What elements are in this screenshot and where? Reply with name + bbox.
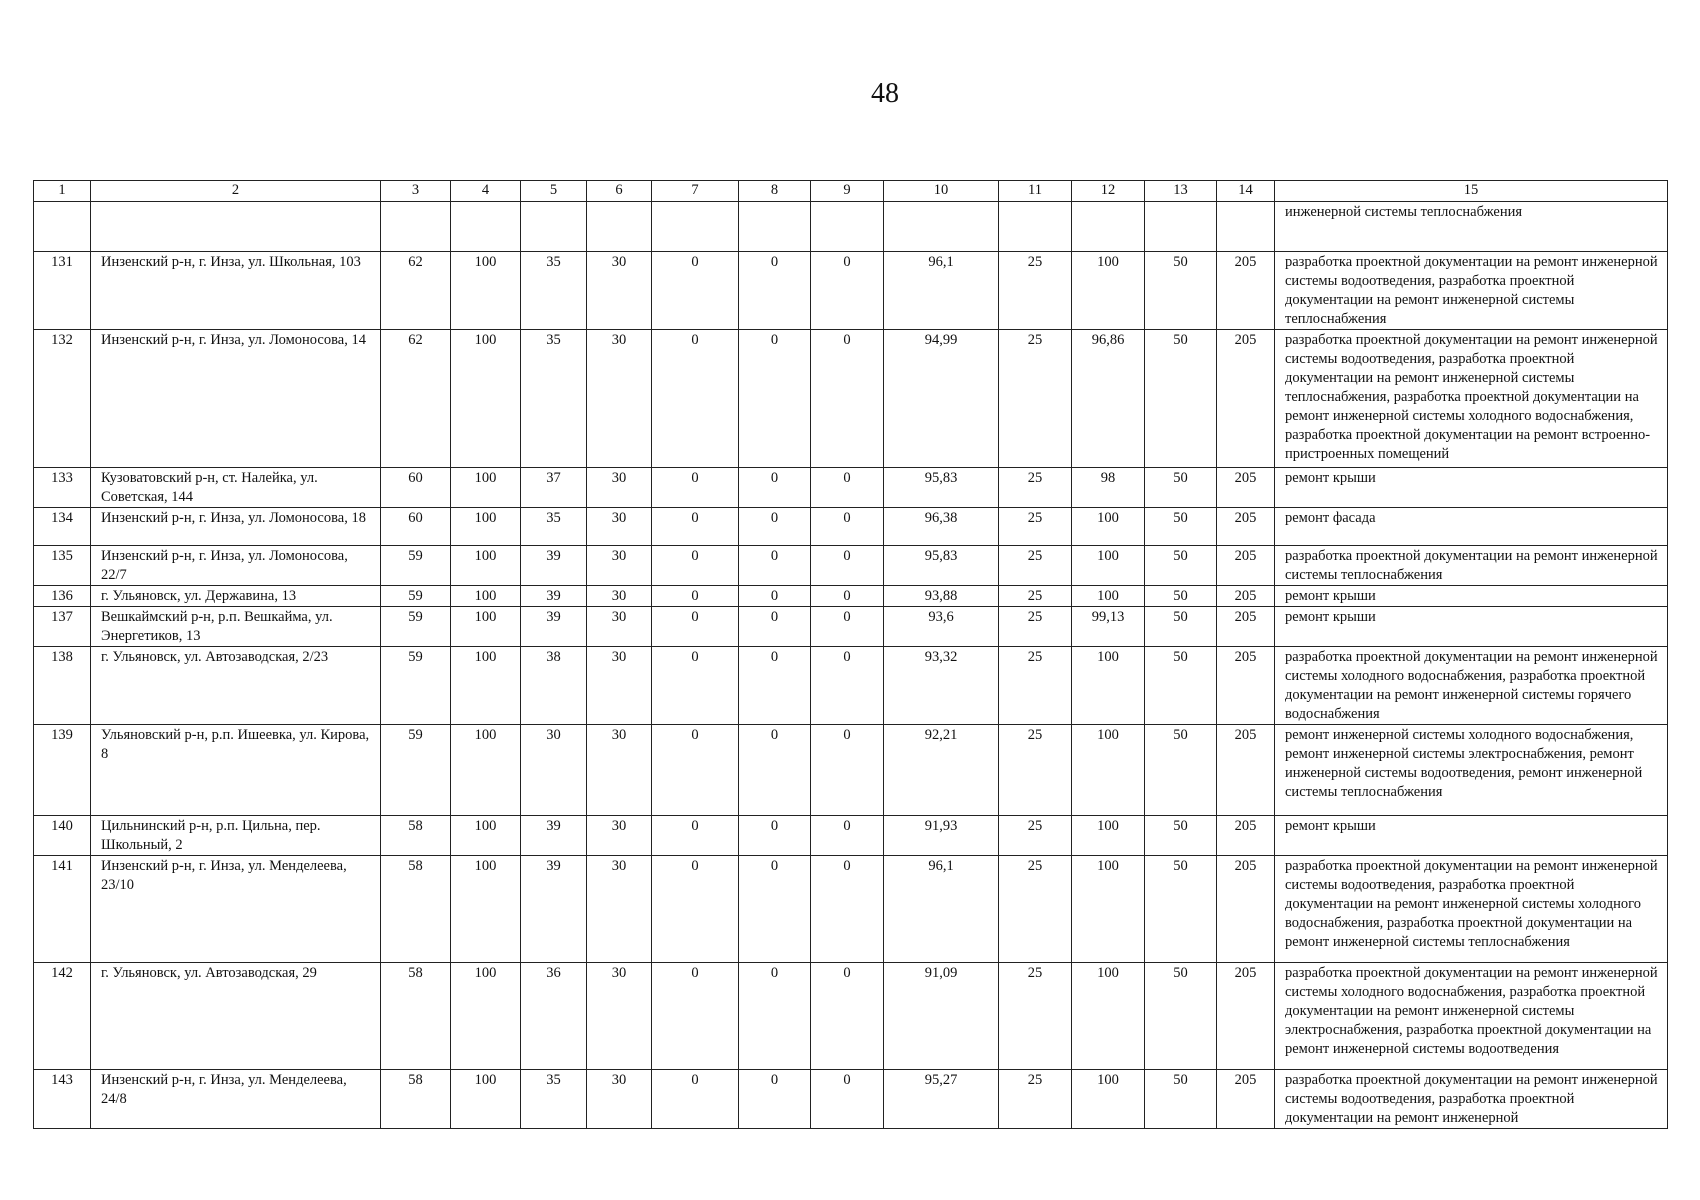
col9-cell: 0	[811, 856, 884, 963]
col3-cell: 58	[381, 856, 451, 963]
col14-cell: 205	[1217, 607, 1275, 647]
col13-cell: 50	[1145, 725, 1217, 816]
table-row	[34, 963, 1668, 1070]
row-number-cell: 143	[34, 1070, 91, 1129]
col14-cell: 205	[1217, 725, 1275, 816]
row-number-cell: 132	[34, 330, 91, 468]
col3-cell: 59	[381, 647, 451, 725]
address-cell: Цильнинский р-н, р.п. Цильна, пер. Школьный, 2	[91, 816, 381, 856]
col9-cell: 0	[811, 1070, 884, 1129]
col3-cell: 62	[381, 252, 451, 330]
col5-cell: 39	[521, 856, 587, 963]
address-cell: Инзенский р-н, г. Инза, ул. Ломоносова, 14	[91, 330, 381, 468]
col7-cell: 0	[652, 546, 739, 586]
column-header: 10	[884, 181, 999, 202]
col7-cell: 0	[652, 252, 739, 330]
column-header: 7	[652, 181, 739, 202]
col12-cell: 100	[1072, 963, 1145, 1070]
table-row	[34, 586, 1668, 607]
works-cell: разработка проектной документации на ремонт инженерной системы водоотведения, разработка проектной документации на ремонт инженерной системы теплоснабжения	[1275, 252, 1668, 330]
col12-cell: 100	[1072, 508, 1145, 546]
col5-cell: 35	[521, 252, 587, 330]
col11-cell: 25	[999, 252, 1072, 330]
col13-cell: 50	[1145, 546, 1217, 586]
col10-cell: 96,1	[884, 252, 999, 330]
col3-cell: 62	[381, 330, 451, 468]
row-number-cell: 137	[34, 607, 91, 647]
col9-cell: 0	[811, 725, 884, 816]
works-cell: разработка проектной документации на ремонт инженерной системы теплоснабжения	[1275, 546, 1668, 586]
col3-cell: 60	[381, 508, 451, 546]
col14-cell: 205	[1217, 816, 1275, 856]
address-cell: г. Ульяновск, ул. Автозаводская, 29	[91, 963, 381, 1070]
row-number-cell: 131	[34, 252, 91, 330]
col8-cell: 0	[739, 252, 811, 330]
works-cell: разработка проектной документации на ремонт инженерной системы водоотведения, разработка проектной документации на ремонт инженерной системы теплоснабжения, разработка проектной документации на ремонт инженерной системы холодного водоснабжения, разработка проектной документации на ремонт встроенно-пристроенных помещений	[1275, 330, 1668, 468]
col13-cell: 50	[1145, 607, 1217, 647]
col3-cell: 58	[381, 963, 451, 1070]
row-number-cell: 140	[34, 816, 91, 856]
col13-cell: 50	[1145, 468, 1217, 508]
col5-cell: 39	[521, 607, 587, 647]
col14-cell: 205	[1217, 647, 1275, 725]
table-row	[34, 508, 1668, 546]
col12-cell: 100	[1072, 725, 1145, 816]
col5-cell: 35	[521, 330, 587, 468]
table-row	[34, 607, 1668, 647]
col10-cell: 96,38	[884, 508, 999, 546]
col4-cell: 100	[451, 607, 521, 647]
col6-cell: 30	[587, 607, 652, 647]
works-cell: ремонт инженерной системы холодного водоснабжения, ремонт инженерной системы электроснабжения, ремонт инженерной системы водоотведения, ремонт инженерной системы теплоснабжения	[1275, 725, 1668, 816]
col12-cell: 100	[1072, 252, 1145, 330]
col10-cell: 96,1	[884, 856, 999, 963]
col8-cell: 0	[739, 816, 811, 856]
table-row	[34, 816, 1668, 856]
col12-cell: 100	[1072, 1070, 1145, 1129]
col12-cell: 96,86	[1072, 330, 1145, 468]
col5-cell: 37	[521, 468, 587, 508]
col5-cell: 35	[521, 1070, 587, 1129]
col11-cell: 25	[999, 1070, 1072, 1129]
col6-cell: 30	[587, 647, 652, 725]
col9-cell: 0	[811, 963, 884, 1070]
col10-cell: 94,99	[884, 330, 999, 468]
objects-table-container	[33, 180, 1667, 1129]
table-row	[34, 725, 1668, 816]
table-row	[34, 252, 1668, 330]
address-cell: Ульяновский р-н, р.п. Ишеевка, ул. Кирова, 8	[91, 725, 381, 816]
col7-cell: 0	[652, 856, 739, 963]
address-cell: г. Ульяновск, ул. Автозаводская, 2/23	[91, 647, 381, 725]
col11-cell: 25	[999, 546, 1072, 586]
col6-cell: 30	[587, 816, 652, 856]
col3-cell: 59	[381, 586, 451, 607]
col11-cell: 25	[999, 586, 1072, 607]
col14-cell: 205	[1217, 856, 1275, 963]
column-header: 13	[1145, 181, 1217, 202]
col10-cell: 93,88	[884, 586, 999, 607]
continued-works-cell: инженерной системы теплоснабжения	[1275, 202, 1668, 252]
col9-cell: 0	[811, 330, 884, 468]
col4-cell: 100	[451, 546, 521, 586]
col12-cell: 100	[1072, 586, 1145, 607]
col13-cell: 50	[1145, 330, 1217, 468]
col7-cell: 0	[652, 330, 739, 468]
row-number-cell: 134	[34, 508, 91, 546]
col5-cell: 30	[521, 725, 587, 816]
col4-cell: 100	[451, 1070, 521, 1129]
column-header: 6	[587, 181, 652, 202]
column-header: 8	[739, 181, 811, 202]
row-number-cell: 133	[34, 468, 91, 508]
col9-cell: 0	[811, 816, 884, 856]
works-cell: ремонт крыши	[1275, 586, 1668, 607]
col6-cell: 30	[587, 546, 652, 586]
works-cell: ремонт фасада	[1275, 508, 1668, 546]
col7-cell: 0	[652, 816, 739, 856]
address-cell: г. Ульяновск, ул. Державина, 13	[91, 586, 381, 607]
col5-cell: 39	[521, 586, 587, 607]
column-header: 14	[1217, 181, 1275, 202]
column-header: 5	[521, 181, 587, 202]
col8-cell: 0	[739, 1070, 811, 1129]
col8-cell: 0	[739, 586, 811, 607]
col5-cell: 38	[521, 647, 587, 725]
col8-cell: 0	[739, 330, 811, 468]
col8-cell: 0	[739, 546, 811, 586]
col4-cell: 100	[451, 468, 521, 508]
col10-cell: 93,6	[884, 607, 999, 647]
col11-cell: 25	[999, 607, 1072, 647]
col6-cell: 30	[587, 330, 652, 468]
col11-cell: 25	[999, 330, 1072, 468]
table-row	[34, 856, 1668, 963]
col8-cell: 0	[739, 607, 811, 647]
col9-cell: 0	[811, 586, 884, 607]
col9-cell: 0	[811, 647, 884, 725]
works-cell: разработка проектной документации на ремонт инженерной системы холодного водоснабжения, разработка проектной документации на ремонт инженерной системы горячего водоснабжения	[1275, 647, 1668, 725]
col9-cell: 0	[811, 546, 884, 586]
col14-cell: 205	[1217, 508, 1275, 546]
works-cell: ремонт крыши	[1275, 816, 1668, 856]
col3-cell: 59	[381, 725, 451, 816]
col13-cell: 50	[1145, 816, 1217, 856]
col3-cell: 58	[381, 816, 451, 856]
col12-cell: 100	[1072, 816, 1145, 856]
col4-cell: 100	[451, 330, 521, 468]
page-number: 48	[871, 78, 899, 109]
col7-cell: 0	[652, 963, 739, 1070]
works-cell: ремонт крыши	[1275, 468, 1668, 508]
row-number-cell: 138	[34, 647, 91, 725]
col14-cell: 205	[1217, 546, 1275, 586]
column-header: 1	[34, 181, 91, 202]
col4-cell: 100	[451, 725, 521, 816]
column-header: 4	[451, 181, 521, 202]
col6-cell: 30	[587, 586, 652, 607]
works-cell: разработка проектной документации на ремонт инженерной системы водоотведения, разработка проектной документации на ремонт инженерной	[1275, 1070, 1668, 1129]
col7-cell: 0	[652, 586, 739, 607]
col14-cell: 205	[1217, 963, 1275, 1070]
col4-cell: 100	[451, 647, 521, 725]
col11-cell: 25	[999, 468, 1072, 508]
col10-cell: 91,09	[884, 963, 999, 1070]
col4-cell: 100	[451, 586, 521, 607]
col5-cell: 35	[521, 508, 587, 546]
col6-cell: 30	[587, 252, 652, 330]
col14-cell: 205	[1217, 252, 1275, 330]
column-header: 15	[1275, 181, 1668, 202]
col6-cell: 30	[587, 1070, 652, 1129]
col14-cell: 205	[1217, 1070, 1275, 1129]
col6-cell: 30	[587, 963, 652, 1070]
col13-cell: 50	[1145, 963, 1217, 1070]
row-number-cell: 139	[34, 725, 91, 816]
col10-cell: 92,21	[884, 725, 999, 816]
column-header: 9	[811, 181, 884, 202]
col4-cell: 100	[451, 816, 521, 856]
col9-cell: 0	[811, 252, 884, 330]
col10-cell: 95,83	[884, 546, 999, 586]
col5-cell: 39	[521, 546, 587, 586]
col4-cell: 100	[451, 856, 521, 963]
col8-cell: 0	[739, 856, 811, 963]
address-cell: Инзенский р-н, г. Инза, ул. Менделеева, 23/10	[91, 856, 381, 963]
col3-cell: 60	[381, 468, 451, 508]
address-cell: Инзенский р-н, г. Инза, ул. Менделеева, 24/8	[91, 1070, 381, 1129]
row-number-cell: 142	[34, 963, 91, 1070]
col12-cell: 98	[1072, 468, 1145, 508]
table-row	[34, 330, 1668, 468]
col13-cell: 50	[1145, 252, 1217, 330]
col13-cell: 50	[1145, 1070, 1217, 1129]
continuation-row	[34, 202, 1668, 252]
col14-cell: 205	[1217, 330, 1275, 468]
col10-cell: 91,93	[884, 816, 999, 856]
address-cell: Инзенский р-н, г. Инза, ул. Ломоносова, 22/7	[91, 546, 381, 586]
objects-table	[33, 180, 1668, 1129]
col12-cell: 100	[1072, 546, 1145, 586]
col7-cell: 0	[652, 647, 739, 725]
col9-cell: 0	[811, 508, 884, 546]
col11-cell: 25	[999, 647, 1072, 725]
col6-cell: 30	[587, 725, 652, 816]
col7-cell: 0	[652, 468, 739, 508]
col8-cell: 0	[739, 963, 811, 1070]
col11-cell: 25	[999, 508, 1072, 546]
table-row	[34, 1070, 1668, 1129]
col11-cell: 25	[999, 725, 1072, 816]
table-row	[34, 647, 1668, 725]
column-header: 3	[381, 181, 451, 202]
col6-cell: 30	[587, 856, 652, 963]
col14-cell: 205	[1217, 468, 1275, 508]
col5-cell: 36	[521, 963, 587, 1070]
col12-cell: 100	[1072, 856, 1145, 963]
column-header: 11	[999, 181, 1072, 202]
col13-cell: 50	[1145, 586, 1217, 607]
address-cell: Кузоватовский р-н, ст. Налейка, ул. Советская, 144	[91, 468, 381, 508]
works-cell: разработка проектной документации на ремонт инженерной системы холодного водоснабжения, разработка проектной документации на ремонт инженерной системы электроснабжения, разработка проектной документации на ремонт инженерной системы водоотведения	[1275, 963, 1668, 1070]
col13-cell: 50	[1145, 856, 1217, 963]
col3-cell: 59	[381, 607, 451, 647]
col10-cell: 93,32	[884, 647, 999, 725]
table-body	[34, 202, 1668, 1129]
col8-cell: 0	[739, 508, 811, 546]
col6-cell: 30	[587, 508, 652, 546]
col14-cell: 205	[1217, 586, 1275, 607]
col10-cell: 95,27	[884, 1070, 999, 1129]
col7-cell: 0	[652, 1070, 739, 1129]
address-cell: Инзенский р-н, г. Инза, ул. Ломоносова, 18	[91, 508, 381, 546]
col9-cell: 0	[811, 607, 884, 647]
col10-cell: 95,83	[884, 468, 999, 508]
address-cell: Вешкаймский р-н, р.п. Вешкайма, ул. Энергетиков, 13	[91, 607, 381, 647]
col13-cell: 50	[1145, 508, 1217, 546]
col7-cell: 0	[652, 725, 739, 816]
col9-cell: 0	[811, 468, 884, 508]
col3-cell: 59	[381, 546, 451, 586]
row-number-cell: 141	[34, 856, 91, 963]
col11-cell: 25	[999, 816, 1072, 856]
col6-cell: 30	[587, 468, 652, 508]
works-cell: разработка проектной документации на ремонт инженерной системы водоотведения, разработка проектной документации на ремонт инженерной системы холодного водоснабжения, разработка проектной документации на ремонт инженерной системы теплоснабжения	[1275, 856, 1668, 963]
col11-cell: 25	[999, 963, 1072, 1070]
address-cell: Инзенский р-н, г. Инза, ул. Школьная, 103	[91, 252, 381, 330]
column-header: 2	[91, 181, 381, 202]
col12-cell: 99,13	[1072, 607, 1145, 647]
column-header: 12	[1072, 181, 1145, 202]
col11-cell: 25	[999, 856, 1072, 963]
col4-cell: 100	[451, 252, 521, 330]
col5-cell: 39	[521, 816, 587, 856]
col4-cell: 100	[451, 508, 521, 546]
col7-cell: 0	[652, 508, 739, 546]
table-row	[34, 546, 1668, 586]
col8-cell: 0	[739, 468, 811, 508]
row-number-cell: 135	[34, 546, 91, 586]
works-cell: ремонт крыши	[1275, 607, 1668, 647]
col4-cell: 100	[451, 963, 521, 1070]
table-row	[34, 468, 1668, 508]
col8-cell: 0	[739, 725, 811, 816]
col7-cell: 0	[652, 607, 739, 647]
row-number-cell: 136	[34, 586, 91, 607]
col8-cell: 0	[739, 647, 811, 725]
col3-cell: 58	[381, 1070, 451, 1129]
col12-cell: 100	[1072, 647, 1145, 725]
header-row	[34, 181, 1668, 202]
col13-cell: 50	[1145, 647, 1217, 725]
